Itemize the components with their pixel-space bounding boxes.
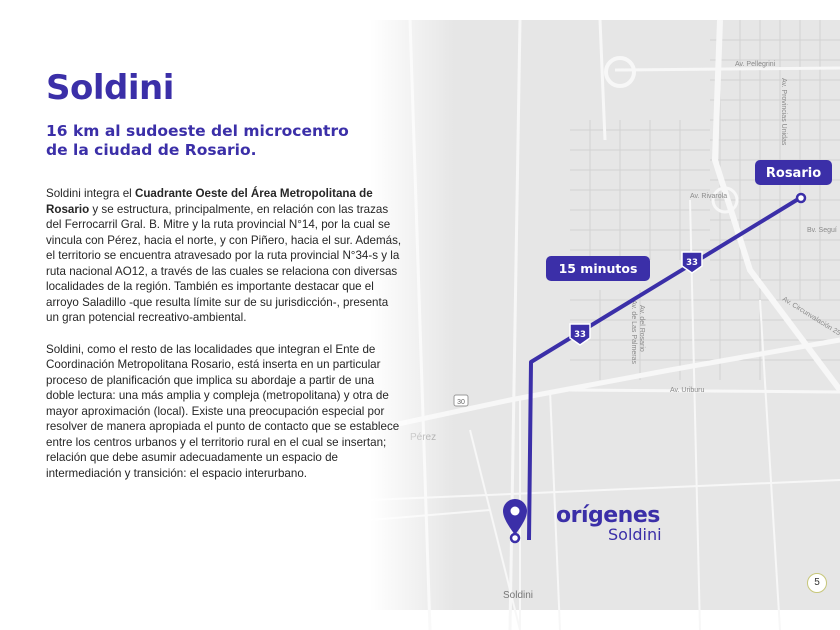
rosario-badge bbox=[755, 160, 832, 185]
page-title: Soldini bbox=[46, 68, 174, 108]
route-map bbox=[370, 0, 840, 630]
paragraph-1: Soldini integra el Cuadrante Oeste del Área Metropolitana de Rosario y se estructura, principalmente, en relación con las trazas del Ferrocarril Gral. B. Mitre y la ruta provincial N°14, por la cual se vincula con Pérez, hacia el norte, y con Piñero, hacia el sur. Además, el territorio se encuentra atravesado por la ruta provincial N°34-s y la ruta nacional AO12, a través de las cuales se relaciona con diversas localidades de la región. También es importante destacar que el arroyo Saladillo -que resulta límite sur de su jurisdicción-, presenta un gran potencial recreativo-ambiental. bbox=[46, 187, 402, 324]
text-column bbox=[46, 68, 402, 481]
route-end-point bbox=[797, 194, 805, 202]
svg-text:33: 33 bbox=[574, 330, 586, 340]
paragraph-2: Soldini, como el resto de las localidades que integran el Ente de Coordinación Metropolitana Rosario, está inserta en un particular proceso de planificación que implica su abordaje a partir de una doble lectura: una más amplia y compleja (metropolitana) y otra de mayor aproximación (local). Existe una preocupación especial por resolver de manera apropiada el punto de contacto que se establece entre los centros urbanos y el territorio rural en el cual se insertan; relación que debe asumir adecuadamente un espacio de intermediación y transición: el espacio interurbano. bbox=[46, 342, 400, 480]
svg-text:15 minutos: 15 minutos bbox=[558, 261, 638, 276]
travel-time-badge bbox=[546, 256, 650, 281]
page-subtitle: 16 km al sudoeste del microcentro de la ciudad de Rosario. bbox=[46, 122, 349, 159]
brand-logo-soldini: Soldini bbox=[608, 525, 662, 544]
brand-logo-origenes: orígenes bbox=[556, 503, 660, 528]
svg-text:Rosario: Rosario bbox=[765, 166, 822, 181]
route-start-point bbox=[511, 534, 519, 542]
page-number: 5 bbox=[807, 573, 827, 593]
svg-text:33: 33 bbox=[686, 258, 698, 268]
